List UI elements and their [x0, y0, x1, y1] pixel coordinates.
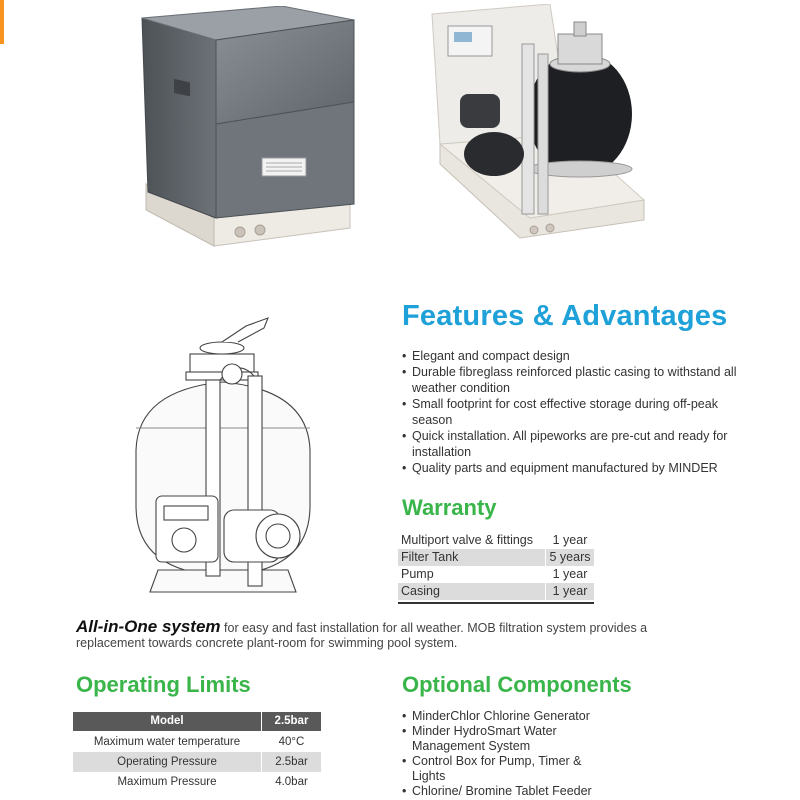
- warranty-term: 1 year: [545, 566, 594, 583]
- column-header: 2.5bar: [261, 712, 321, 731]
- intro-lead: All-in-One system: [76, 617, 221, 636]
- warranty-item: Multiport valve & fittings: [401, 533, 533, 547]
- warranty-item: Pump: [401, 567, 434, 581]
- optional-components-title: Optional Components: [402, 672, 632, 697]
- table-row: [73, 772, 321, 792]
- warranty-term: 1 year: [545, 532, 594, 549]
- optional-components-list: [402, 709, 602, 799]
- table-row: [73, 752, 321, 772]
- features-list: [402, 348, 742, 476]
- table-header-row: [73, 712, 321, 732]
- table-divider: [398, 602, 594, 604]
- warranty-item: Filter Tank: [398, 549, 545, 566]
- column-header: Model: [73, 712, 261, 731]
- warranty-term: 5 years: [545, 549, 594, 566]
- table-row: [398, 549, 594, 566]
- accent-strip: [0, 0, 4, 44]
- limit-param: Maximum water temperature: [93, 736, 241, 748]
- operating-limits-title: Operating Limits: [76, 672, 251, 697]
- operating-limits-table: [73, 712, 321, 792]
- features-title: Features & Advantages: [402, 300, 728, 332]
- limit-value: 4.0bar: [261, 772, 321, 792]
- table-row: [73, 732, 321, 752]
- warranty-item: Casing: [398, 583, 545, 600]
- table-row: [398, 532, 594, 549]
- intro-paragraph: [76, 619, 716, 651]
- intro-text: for easy and fast installation for all weather. MOB filtration system provides a replacement towards concrete plant-room for swimming pool system.: [76, 621, 648, 650]
- table-row: [398, 583, 594, 600]
- list-item: • Control Box for Pump, Timer & Lights: [402, 754, 602, 784]
- list-item: • Small footprint for cost effective storage during off-peak season: [402, 396, 742, 428]
- list-item: • Quality parts and equipment manufactured by MINDER: [402, 460, 742, 476]
- limit-param: Maximum Pressure: [117, 776, 217, 788]
- list-item: • MinderChlor Chlorine Generator: [402, 709, 602, 724]
- list-item: • Chlorine/ Bromine Tablet Feeder: [402, 784, 602, 799]
- warranty-title: Warranty: [402, 495, 497, 520]
- table-row: [398, 566, 594, 583]
- filter-line-drawing: [128, 310, 318, 610]
- closed-cabinet-photo: [132, 6, 360, 258]
- list-item: • Elegant and compact design: [402, 348, 742, 364]
- limit-value: 40°C: [261, 732, 321, 752]
- list-item: • Durable fibreglass reinforced plastic casing to withstand all weather condition: [402, 364, 742, 396]
- limit-param: Operating Pressure: [73, 752, 261, 772]
- open-cabinet-photo: [430, 4, 650, 256]
- list-item: • Minder HydroSmart Water Management System: [402, 724, 602, 754]
- list-item: • Quick installation. All pipeworks are pre-cut and ready for installation: [402, 428, 742, 460]
- limit-value: 2.5bar: [261, 752, 321, 772]
- warranty-table: [398, 532, 594, 600]
- warranty-term: 1 year: [545, 583, 594, 600]
